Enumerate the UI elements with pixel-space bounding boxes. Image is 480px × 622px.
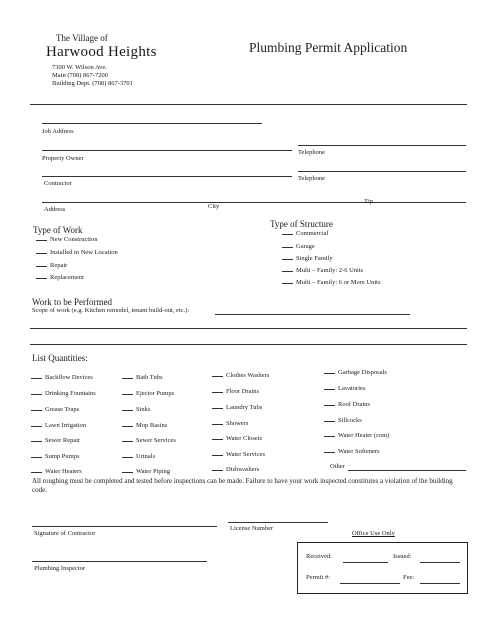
quantity-line[interactable] [122, 472, 133, 473]
address-label: Address [44, 206, 66, 213]
qty-label: Lawn Irrigation [45, 422, 86, 429]
qty-water-softeners[interactable] [324, 448, 380, 455]
qty-mop-basins[interactable] [122, 422, 167, 429]
street-address: 7300 W. Wilson Ave. [52, 64, 107, 71]
qty-label: Clothes Washers [226, 372, 270, 379]
qty-label: Showers [226, 420, 249, 427]
town-name: Harwood Heights [46, 44, 157, 60]
qty-label: Water Piping [136, 468, 170, 475]
option-label: Multi – Family: 6 or More Units [296, 279, 381, 286]
telephone-label-2: Telephone [298, 175, 325, 182]
issued-label: Issued: [393, 553, 412, 560]
quantity-line[interactable] [324, 421, 335, 422]
work-option-new-location[interactable] [36, 249, 118, 256]
qty-label: Sewer Services [136, 437, 176, 444]
qty-label: Mop Basins [136, 422, 168, 429]
work-option-repair[interactable] [36, 262, 67, 269]
permit-number-line[interactable] [340, 583, 400, 584]
telephone-line-2[interactable] [298, 171, 466, 172]
qty-label: Lavatories [338, 385, 366, 392]
qty-clothes-washers[interactable] [212, 372, 269, 379]
quantity-line[interactable] [324, 389, 335, 390]
qty-water-heaters[interactable] [31, 468, 82, 475]
checkbox-line[interactable] [282, 283, 293, 284]
village-label: The Village of [56, 33, 108, 43]
contractor-signature-label: Signature of Contractor [34, 530, 96, 537]
telephone-label-1: Telephone [298, 149, 325, 156]
quantity-line[interactable] [212, 455, 223, 456]
property-owner-line[interactable] [42, 150, 292, 151]
qty-sewer-repair[interactable] [31, 437, 80, 444]
option-label: Replacement [50, 274, 84, 281]
qty-label: Ejector Pumps [136, 390, 175, 397]
qty-laundry-tubs[interactable] [212, 404, 262, 411]
structure-option-garage[interactable] [282, 243, 315, 250]
qty-bath-tubs[interactable] [122, 374, 163, 381]
header-rule [30, 104, 467, 105]
qty-water-closets[interactable] [212, 435, 262, 442]
quantity-line[interactable] [122, 457, 133, 458]
qty-grease-traps[interactable] [31, 406, 79, 413]
contractor-label: Contractor [44, 180, 72, 187]
qty-label: Roof Drains [338, 401, 370, 408]
qty-label: Bath Tubs [136, 374, 163, 381]
qty-label: Laundry Tubs [226, 404, 263, 411]
work-performed-heading: Work to be Performed [32, 297, 113, 307]
received-label: Received: [306, 553, 332, 560]
fee-label: Fee: [403, 574, 415, 581]
quantity-line[interactable] [122, 441, 133, 442]
qty-label: Garbage Disposals [338, 369, 387, 376]
quantity-line[interactable] [212, 376, 223, 377]
qty-label: Water Services [226, 451, 265, 458]
scope-line-3[interactable] [30, 344, 467, 345]
option-label: Single Family [296, 255, 333, 262]
checkbox-line[interactable] [36, 253, 47, 254]
scope-line-2[interactable] [30, 328, 467, 329]
checkbox-line[interactable] [36, 278, 47, 279]
qty-label: Backflow Devices [45, 374, 93, 381]
qty-label: Drinking Fountains [45, 390, 96, 397]
qty-showers[interactable] [212, 420, 248, 427]
structure-option-single-family[interactable] [282, 255, 333, 262]
quantity-line[interactable] [212, 424, 223, 425]
job-address-label: Job Address [42, 128, 74, 135]
license-number-label: License Number [230, 525, 274, 532]
property-owner-label: Property Owner [42, 155, 84, 162]
qty-sump-pumps[interactable] [31, 453, 80, 460]
structure-option-multi-large[interactable] [282, 279, 381, 286]
structure-option-commercial[interactable] [282, 230, 328, 237]
office-use-heading: Office Use Only [352, 530, 395, 537]
quantity-line[interactable] [324, 452, 335, 453]
issued-line[interactable] [420, 562, 460, 563]
scope-label: Scope of work (e.g. Kitchen remodel, tenant build-out, etc.): [32, 307, 190, 314]
option-label: Repair [50, 262, 68, 269]
qty-label: Grease Traps [45, 406, 80, 413]
fee-line[interactable] [420, 583, 460, 584]
quantity-line[interactable] [31, 472, 42, 473]
qty-label: Water Softeners [338, 448, 380, 455]
qty-roof-drains[interactable] [324, 401, 370, 408]
qty-sillcocks[interactable] [324, 417, 362, 424]
other-line[interactable] [348, 470, 466, 471]
quantity-line[interactable] [212, 439, 223, 440]
checkbox-line[interactable] [282, 247, 293, 248]
office-use-box [297, 542, 468, 594]
qty-label: Dishwashers [226, 466, 260, 473]
telephone-line-1[interactable] [298, 145, 466, 146]
contractor-line[interactable] [42, 176, 292, 177]
quantity-line[interactable] [31, 394, 42, 395]
qty-garbage-disposals[interactable] [324, 369, 387, 376]
form-title: Plumbing Permit Application [249, 40, 408, 55]
quantity-line[interactable] [212, 470, 223, 471]
qty-label: Sinks [136, 406, 151, 413]
checkbox-line[interactable] [282, 234, 293, 235]
qty-floor-drains[interactable] [212, 388, 259, 395]
work-option-replacement[interactable] [36, 274, 84, 281]
inspector-label: Plumbing Inspector [34, 565, 86, 572]
checkbox-line[interactable] [36, 240, 47, 241]
qty-label: Urinals [136, 453, 156, 460]
qty-sewer-services[interactable] [122, 437, 176, 444]
quantity-line[interactable] [31, 441, 42, 442]
license-number-line[interactable] [228, 522, 328, 523]
qty-water-heater-com[interactable] [324, 432, 389, 439]
option-label: New Construction [50, 236, 98, 243]
quantity-line[interactable] [122, 426, 133, 427]
quantities-heading: List Quantities: [32, 353, 88, 363]
qty-ejector-pumps[interactable] [122, 390, 174, 397]
quantity-line[interactable] [31, 457, 42, 458]
qty-label: Floor Drains [226, 388, 260, 395]
checkbox-line[interactable] [282, 271, 293, 272]
checkbox-line[interactable] [282, 259, 293, 260]
qty-drinking-fountains[interactable] [31, 390, 96, 397]
qty-label: Water Heater (com) [338, 432, 390, 439]
inspector-signature-line[interactable] [32, 561, 207, 562]
quantity-line[interactable] [212, 392, 223, 393]
type-of-work-heading: Type of Work [33, 225, 83, 235]
qty-backflow-devices[interactable] [31, 374, 93, 381]
qty-label: Water Closets [226, 435, 263, 442]
main-phone: Main (708) 867-7200 [52, 72, 108, 79]
qty-label: Sillcocks [338, 417, 362, 424]
qty-water-piping[interactable] [122, 468, 170, 475]
quantity-line[interactable] [31, 426, 42, 427]
qty-urinals[interactable] [122, 453, 155, 460]
quantity-line[interactable] [122, 378, 133, 379]
work-option-new-construction[interactable] [36, 236, 97, 243]
qty-dishwashers[interactable] [212, 466, 259, 473]
quantity-line[interactable] [122, 394, 133, 395]
permit-number-label: Permit #: [306, 574, 331, 581]
city-label: City [208, 203, 220, 210]
qty-sinks[interactable] [122, 406, 150, 413]
quantity-line[interactable] [122, 410, 133, 411]
checkbox-line[interactable] [36, 266, 47, 267]
type-of-structure-heading: Type of Structure [270, 219, 333, 229]
zip-label: Zip [364, 198, 374, 205]
structure-option-multi-small[interactable] [282, 267, 363, 274]
qty-label: Sewer Repair [45, 437, 81, 444]
inspection-notice: All roughing must be completed and tested before inspections can be made. Failure to have your work inspected constitutes a violation of the building code. [32, 477, 453, 494]
qty-label: Sump Pumps [45, 453, 80, 460]
qty-other-label: Other [330, 463, 345, 470]
quantity-line[interactable] [212, 408, 223, 409]
option-label: Garage [296, 243, 315, 250]
quantity-line[interactable] [324, 373, 335, 374]
scope-line-1[interactable] [215, 314, 410, 315]
building-dept-phone: Building Dept. (708) 867-3701 [52, 80, 133, 87]
job-address-line[interactable] [42, 123, 262, 124]
qty-label: Water Heaters [45, 468, 82, 475]
quantity-line[interactable] [324, 436, 335, 437]
quantity-line[interactable] [31, 410, 42, 411]
qty-lawn-irrigation[interactable] [31, 422, 86, 429]
option-label: Multi – Family: 2-6 Units [296, 267, 364, 274]
qty-lavatories[interactable] [324, 385, 365, 392]
quantity-line[interactable] [324, 405, 335, 406]
option-label: Commercial [296, 230, 329, 237]
address-line[interactable] [42, 202, 466, 203]
option-label: Installed in New Location [50, 249, 118, 256]
quantity-line[interactable] [31, 378, 42, 379]
contractor-signature-line[interactable] [32, 526, 217, 527]
received-line[interactable] [343, 562, 388, 563]
qty-water-services[interactable] [212, 451, 265, 458]
